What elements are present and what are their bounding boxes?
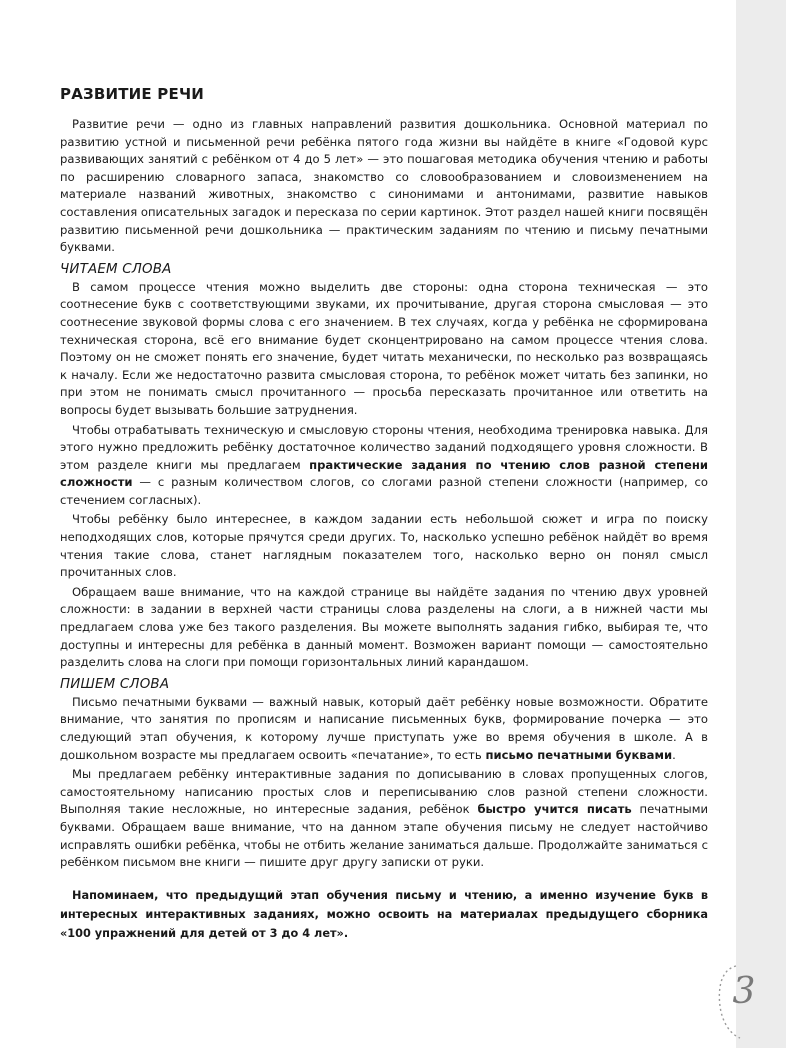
writing-emphasis-2: быстро учится писать: [477, 802, 632, 817]
reading-paragraph-1: В самом процессе чтения можно выделить две стороны: одна сторона техническая — это соотнесение букв с соответствующими звуками, их прочитывание, другая сторона смысловая — это соотнесение звуковой формы слова с его значением. В тех случаях, когда у ребёнка не сформирована техническая сторона, всё его внимание будет сконцентрировано на самом процессе чтения слова. Поэтому он не сможет понять его значение, будет читать механически, по несколько раз возвращаясь к началу. Если же недостаточно развита смысловая сторона, то ребёнок может читать без запинки, но при этом не понимать смысл прочитанного — просьба пересказать прочитанное или ответить на вопросы будет вызывать большие затруднения.: [60, 279, 708, 417]
page-side-tab: [736, 0, 786, 1048]
intro-paragraph: Развитие речи — одно из главных направлений развития дошкольника. Основной материал по развитию устной и письменной речи ребёнка пятого года жизни вы найдёте в книге «Годовой курс развивающих занятий с ребёнком от 4 до 5 лет» — это пошаговая методика обучения чтению и работы по расширению словарного запаса, знакомство со словообразованием и словоизменением на материале названий животных, знакомство с синонимами и антонимами, развитие навыков составления описательных загадок и пересказа по серии картинок. Этот раздел нашей книги посвящён развитию письменной речи дошкольника — практическим заданиям по чтению и письму печатными буквами.: [60, 117, 708, 255]
reading-paragraph-2: Чтобы отрабатывать техническую и смысловую стороны чтения, необходима тренировка навыка. Для этого нужно предложить ребёнку достаточное количество заданий подходящего уровня сложности. В этом разделе книги мы предлагаем практические задания по чтению слов разной степени сложности — с разным количеством слогов, со слогами разной степени сложности (например, со стечением согласных).: [60, 422, 708, 507]
reading-emphasis: практические задания по чтению слов разной степени сложности: [60, 457, 708, 490]
page-number-badge: [700, 960, 786, 1040]
reading-paragraph-4: Обращаем ваше внимание, что на каждой странице вы найдёте задания по чтению двух уровней сложности: в задании в верхней части страницы слова разделены на слоги, а в нижней части мы предлагаем слова уже без такого разделения. Вы можете выполнять задания гибко, выбирая те, что доступны и интересны для ребёнка в данный момент. Возможен вариант помощи — самостоятельно разделить слова на слоги при помощи горизонтальных линий карандашом.: [60, 584, 708, 670]
reading-heading: ЧИТАЕМ СЛОВА: [60, 261, 172, 277]
section-title: РАЗВИТИЕ РЕЧИ: [60, 85, 205, 103]
writing-paragraph-2: Мы предлагаем ребёнку интерактивные задания по дописыванию в словах пропущенных слогов, самостоятельному написанию простых слов и переписыванию слов разной степени сложности. Выполняя такие несложные, но интересные задания, ребёнок быстро учится писать печатными буквами. Обращаем ваше внимание, что на данном этапе обучения письму не следует настойчиво исправлять ошибки ребёнка, чтобы не отбить желание заниматься дальше. Продолжайте заниматься с ребёнком письмом вне книги — пишите друг другу записки от руки.: [60, 767, 708, 870]
writing-emphasis-1: письмо печатными буквами: [485, 747, 673, 762]
page-number: 3: [732, 971, 756, 1012]
writing-paragraph-1: Письмо печатными буквами — важный навык, который даёт ребёнку новые возможности. Обратите внимание, что занятия по прописям и написание письменных букв, формирование почерка — это следующий этап обучения, к которому лучше приступать уже во время обучения в школе. А в дошкольном возрасте мы предлагаем освоить «печатание», то есть письмо печатными буквами.: [60, 694, 708, 762]
writing-heading: ПИШЕМ СЛОВА: [60, 676, 170, 692]
reading-paragraph-3: Чтобы ребёнку было интереснее, в каждом задании есть небольшой сюжет и игра по поиску неподходящих слов, которые прячутся среди других. То, насколько успешно ребёнок найдёт во время чтения такие слова, станет наглядным показателем того, насколько верно он понял смысл прочитанных слов.: [60, 512, 708, 580]
page-content: [60, 84, 708, 943]
reminder-note: Напоминаем, что предыдущий этап обучения письму и чтению, а именно изучение букв в интересных интерактивных заданиях, можно освоить на материалах предыдущего сборника «100 упражнений для детей от 3 до 4 лет».: [60, 888, 708, 940]
